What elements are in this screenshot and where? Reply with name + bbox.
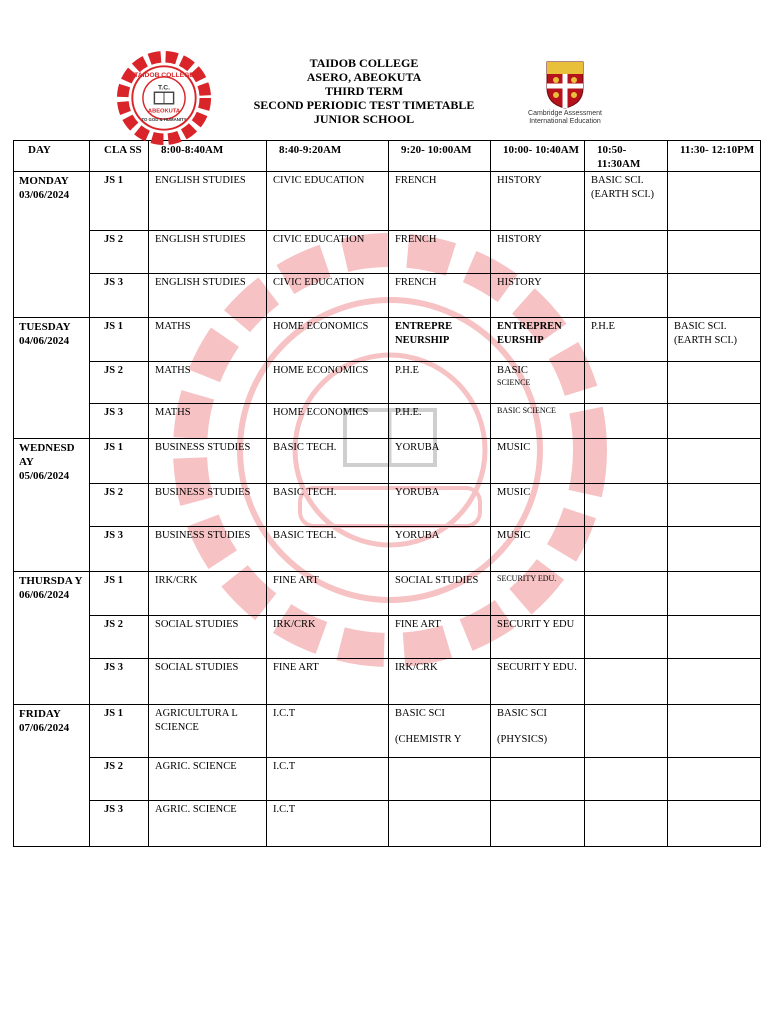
empty-cell (585, 484, 668, 527)
term: THIRD TERM (324, 84, 404, 98)
subject-cell: CIVIC EDUCATION (267, 274, 389, 318)
table-row (14, 659, 761, 705)
class-cell: JS 1 (90, 705, 149, 758)
table-row (14, 439, 761, 484)
logo-top-text: TAIDOB COLLEGE (134, 71, 194, 79)
class-cell: JS 1 (90, 318, 149, 362)
subject-cell: P.H.E. (389, 404, 491, 439)
subject-cell: IRK/CRK (267, 616, 389, 659)
subject-cell: BUSINESS STUDIES (149, 484, 267, 527)
day-cell-wednesday (14, 439, 90, 572)
subject-cell: AGRICULTURA L SCIENCE (149, 705, 267, 758)
subject-line: (PHYSICS) (497, 734, 548, 745)
table-row (14, 362, 761, 404)
subject-cell: BASIC SCIENCE (491, 404, 585, 439)
table-row (14, 404, 761, 439)
subject-cell: CIVIC EDUCATION (267, 231, 389, 274)
day-date: 04/06/2024 (19, 335, 70, 347)
day-name: MONDAY (19, 175, 69, 187)
day-name: THURSDA Y (19, 575, 83, 587)
subject-cell: YORUBA (389, 527, 491, 572)
day-date: 06/06/2024 (19, 589, 70, 601)
subject-cell: SOCIAL STUDIES (149, 616, 267, 659)
empty-cell (668, 274, 761, 318)
empty-cell (668, 231, 761, 274)
subject-cell: AGRIC. SCIENCE (149, 801, 267, 847)
timetable (13, 140, 761, 847)
subject-cell (491, 362, 585, 404)
col-t2: 8:40-9:20AM (267, 141, 389, 172)
day-name: WEDNESD AY (19, 442, 75, 468)
empty-cell (585, 439, 668, 484)
day-cell-thursday (14, 572, 90, 705)
subject-cell: FRENCH (389, 231, 491, 274)
table-row (14, 274, 761, 318)
subject-cell: BASIC TECH. (267, 527, 389, 572)
empty-cell (585, 404, 668, 439)
day-name: TUESDAY (19, 321, 71, 333)
class-cell: JS 3 (90, 659, 149, 705)
empty-cell (668, 616, 761, 659)
logo-motto: TO GOD & HUMANITY (141, 117, 187, 123)
empty-cell (668, 484, 761, 527)
empty-cell (389, 758, 491, 801)
cambridge-shield-icon (545, 60, 585, 110)
empty-cell (491, 758, 585, 801)
subject-line: (CHEMISTR Y (395, 734, 462, 745)
subject-cell: AGRIC. SCIENCE (149, 758, 267, 801)
col-t4: 10:00- 10:40AM (491, 141, 585, 172)
class-cell: JS 1 (90, 439, 149, 484)
subject-cell: I.C.T (267, 801, 389, 847)
class-cell: JS 2 (90, 231, 149, 274)
subject-cell: MATHS (149, 318, 267, 362)
day-date: 05/06/2024 (19, 470, 70, 482)
empty-cell (668, 659, 761, 705)
subject-cell: P.H.E (389, 362, 491, 404)
empty-cell (668, 362, 761, 404)
subject-cell: BUSINESS STUDIES (149, 439, 267, 484)
empty-cell (585, 362, 668, 404)
subject-cell: ENGLISH STUDIES (149, 231, 267, 274)
table-row (14, 801, 761, 847)
empty-cell (668, 527, 761, 572)
col-day: DAY (14, 141, 90, 172)
subject-cell: ENTREPREN EURSHIP (491, 318, 585, 362)
subject-cell: HISTORY (491, 274, 585, 318)
class-cell: JS 2 (90, 616, 149, 659)
subject-cell: MUSIC (491, 527, 585, 572)
empty-cell (491, 801, 585, 847)
school-location: ASERO, ABEOKUTA (306, 70, 422, 84)
empty-cell (585, 758, 668, 801)
subject-cell: I.C.T (267, 705, 389, 758)
empty-cell (585, 705, 668, 758)
empty-cell (585, 572, 668, 616)
school-logo (116, 50, 212, 146)
subject-cell: BASIC TECH. (267, 484, 389, 527)
empty-cell (668, 758, 761, 801)
subject-cell: MATHS (149, 404, 267, 439)
empty-cell (668, 404, 761, 439)
empty-cell (668, 172, 761, 231)
subject-cell: SOCIAL STUDIES (389, 572, 491, 616)
subject-cell: ENGLISH STUDIES (149, 172, 267, 231)
logo-initials: T.C. (158, 84, 170, 92)
col-t1: 8:00-8:40AM (149, 141, 267, 172)
subject-line: BASIC (497, 365, 528, 376)
logo-city: ABEOKUTA (147, 108, 181, 115)
subject-cell: I.C.T (267, 758, 389, 801)
document-header (230, 56, 498, 126)
cambridge-line1: Cambridge Assessment (528, 110, 602, 117)
empty-cell (668, 439, 761, 484)
class-cell: JS 1 (90, 572, 149, 616)
subject-cell: P.H.E (585, 318, 668, 362)
empty-cell (585, 231, 668, 274)
class-cell: JS 2 (90, 758, 149, 801)
table-row (14, 527, 761, 572)
subject-cell: BUSINESS STUDIES (149, 527, 267, 572)
class-cell: JS 3 (90, 801, 149, 847)
table-row (14, 616, 761, 659)
table-row (14, 172, 761, 231)
col-t5: 10:50- 11:30AM (585, 141, 668, 172)
subject-cell (491, 705, 585, 758)
day-cell-tuesday (14, 318, 90, 439)
subject-cell: YORUBA (389, 484, 491, 527)
cambridge-logo (522, 60, 608, 136)
subject-line: BASIC SCI (497, 708, 547, 719)
timetable-title: SECOND PERIODIC TEST TIMETABLE (253, 98, 475, 112)
day-cell-monday (14, 172, 90, 318)
subject-cell: FRENCH (389, 274, 491, 318)
empty-cell (668, 705, 761, 758)
cambridge-line2: International Education (529, 118, 601, 125)
subject-cell: CIVIC EDUCATION (267, 172, 389, 231)
class-cell: JS 3 (90, 274, 149, 318)
subject-cell: FINE ART (267, 572, 389, 616)
subject-cell: IRK/CRK (149, 572, 267, 616)
subject-cell: SECURITY EDU. (491, 572, 585, 616)
empty-cell (389, 801, 491, 847)
col-t3: 9:20- 10:00AM (389, 141, 491, 172)
class-cell: JS 1 (90, 172, 149, 231)
subject-cell (389, 705, 491, 758)
subject-cell: BASIC SCI. (EARTH SCI.) (585, 172, 668, 231)
subject-cell: FINE ART (389, 616, 491, 659)
subject-cell: MUSIC (491, 484, 585, 527)
subject-cell: YORUBA (389, 439, 491, 484)
subject-cell: HOME ECONOMICS (267, 404, 389, 439)
empty-cell (668, 572, 761, 616)
day-date: 07/06/2024 (19, 722, 70, 734)
table-row (14, 705, 761, 758)
subject-cell: FINE ART (267, 659, 389, 705)
class-cell: JS 2 (90, 484, 149, 527)
subject-cell: HISTORY (491, 172, 585, 231)
subject-cell: SECURIT Y EDU (491, 616, 585, 659)
col-t6: 11:30- 12:10PM (668, 141, 761, 172)
school-section: JUNIOR SCHOOL (313, 112, 415, 126)
empty-cell (585, 659, 668, 705)
class-cell: JS 3 (90, 404, 149, 439)
subject-cell: FRENCH (389, 172, 491, 231)
subject-cell: HISTORY (491, 231, 585, 274)
table-row (14, 231, 761, 274)
col-class: CLA SS (90, 141, 149, 172)
empty-cell (585, 527, 668, 572)
empty-cell (585, 801, 668, 847)
subject-cell: HOME ECONOMICS (267, 362, 389, 404)
subject-line: BASIC SCI (395, 708, 445, 719)
subject-cell: BASIC TECH. (267, 439, 389, 484)
day-cell-friday (14, 705, 90, 847)
subject-cell: ENGLISH STUDIES (149, 274, 267, 318)
subject-cell: ENTREPRE NEURSHIP (389, 318, 491, 362)
empty-cell (585, 274, 668, 318)
subject-cell: MATHS (149, 362, 267, 404)
table-row (14, 484, 761, 527)
table-row (14, 758, 761, 801)
subject-cell: BASIC SCI. (EARTH SCI.) (668, 318, 761, 362)
day-name: FRIDAY (19, 708, 61, 720)
school-name: TAIDOB COLLEGE (309, 56, 419, 70)
empty-cell (585, 616, 668, 659)
subject-cell: IRK/CRK (389, 659, 491, 705)
class-cell: JS 2 (90, 362, 149, 404)
table-row (14, 318, 761, 362)
subject-cell: SECURIT Y EDU. (491, 659, 585, 705)
class-cell: JS 3 (90, 527, 149, 572)
subject-cell: MUSIC (491, 439, 585, 484)
empty-cell (668, 801, 761, 847)
subject-line: SCIENCE (497, 378, 531, 387)
subject-cell: HOME ECONOMICS (267, 318, 389, 362)
table-row (14, 572, 761, 616)
subject-cell: SOCIAL STUDIES (149, 659, 267, 705)
day-date: 03/06/2024 (19, 189, 70, 201)
